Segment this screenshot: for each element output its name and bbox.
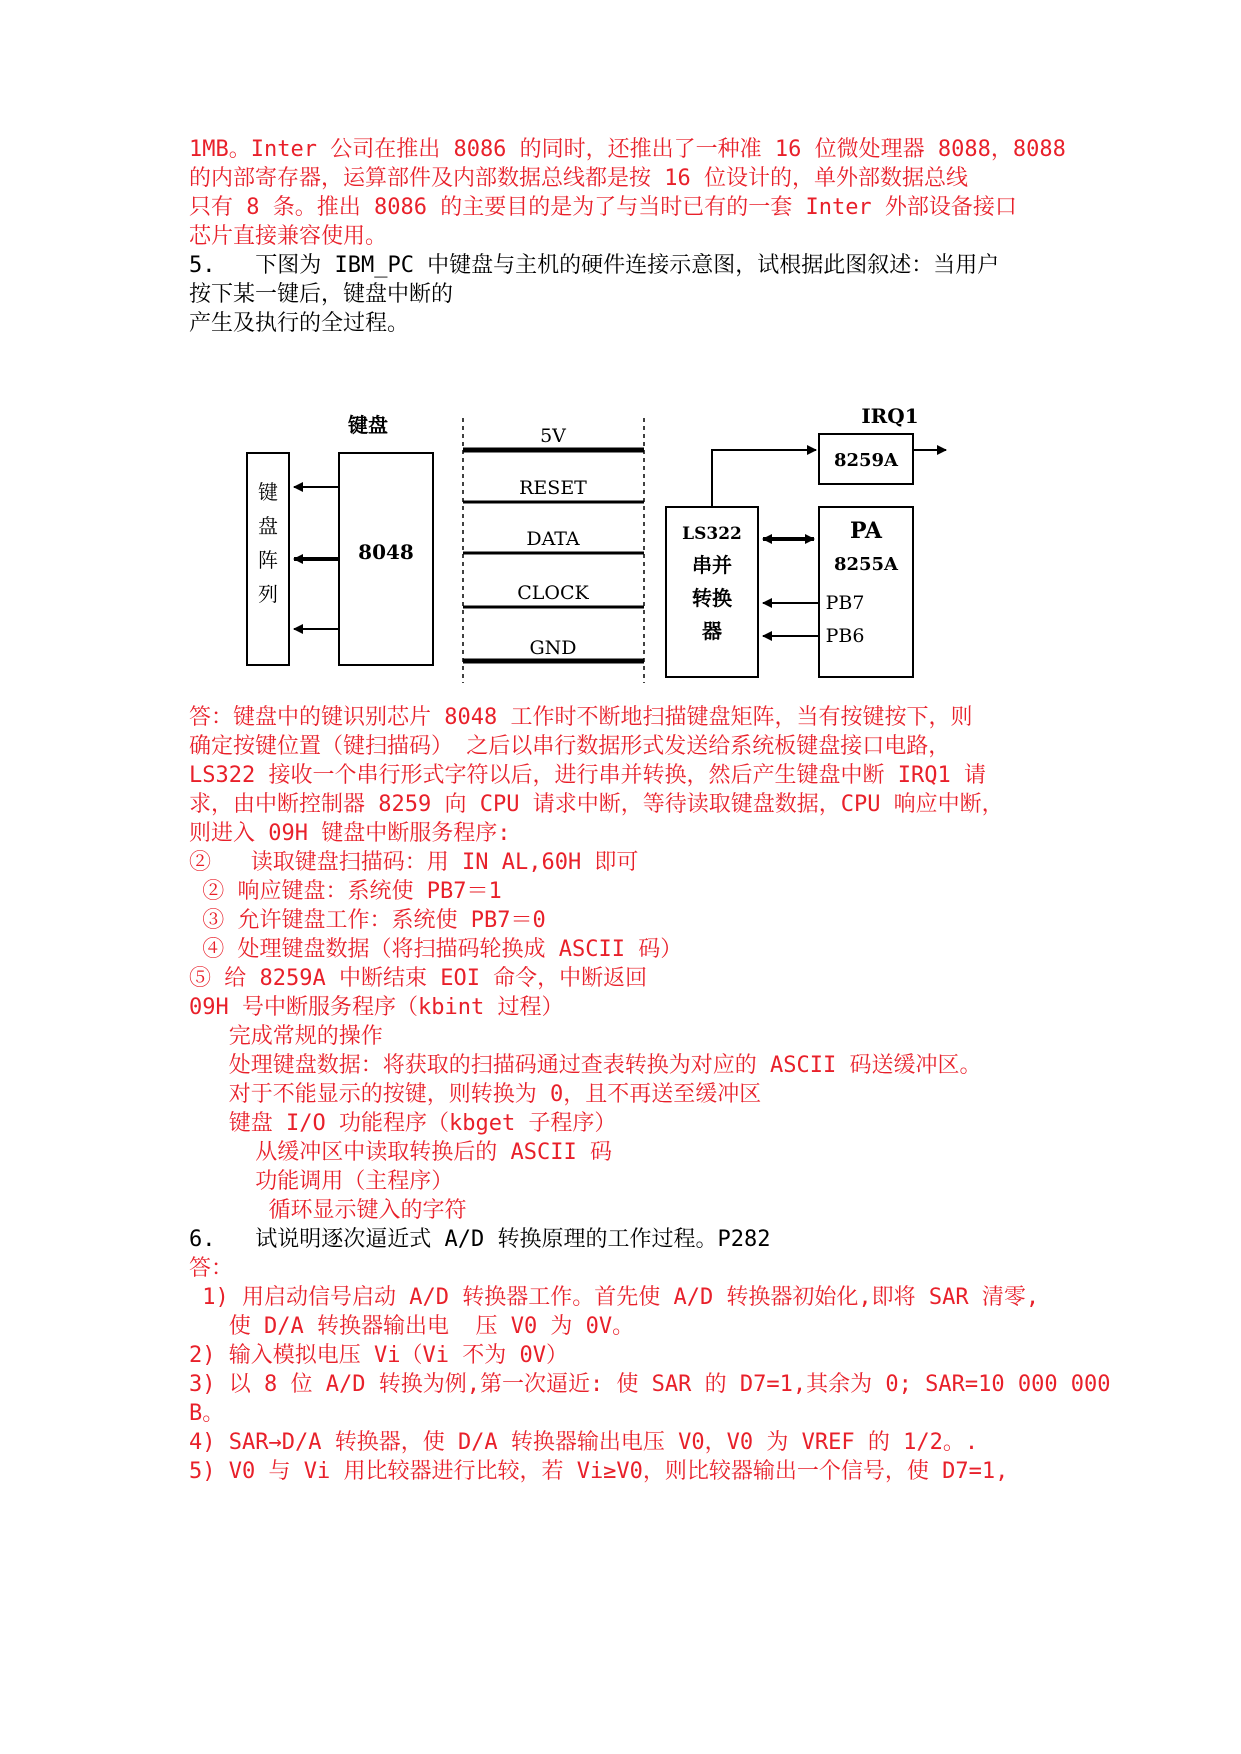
text-line: ④ 处理键盘数据（将扫描码轮换成 ASCII 码） [189,937,683,962]
bus-clock [463,582,644,607]
text-line: 键盘 I/O 功能程序（kbget 子程序） [189,1111,617,1136]
text-line: 对于不能显示的按键，则转换为 0，且不再送至缓冲区 [189,1082,762,1107]
svg-text:CLOCK: CLOCK [517,582,589,604]
keyboard-connection-diagram [230,398,950,688]
text-line: 答： [189,1256,234,1281]
bus-reset [463,477,644,502]
text-line: 的内部寄存器，运算部件及内部数据总线都是按 16 位设计的，单外部数据总线 [189,166,968,191]
text-line: 1) 用启动信号启动 A/D 转换器工作。首先使 A/D 转换器初始化,即将 SAR 清零, [189,1285,1040,1310]
ppi-pa-label: PA [849,518,883,544]
text-line: ③ 允许键盘工作：系统使 PB7＝0 [189,908,546,933]
text-line: 5. 下图为 IBM_PC 中键盘与主机的硬件连接示意图，试根据此图叙述：当用户 [189,253,1000,278]
svg-text:DATA: DATA [526,528,580,550]
converter-label-line: 串并 [692,553,732,577]
pb6-label: PB6 [825,625,865,647]
keyboard-title: 键盘 [348,413,388,437]
text-line: 功能调用（主程序） [189,1169,454,1194]
text-line: ⑤ 给 8259A 中断结束 EOI 命令，中断返回 [189,966,648,991]
svg-text:5V: 5V [540,425,566,447]
text-line: LS322 接收一个串行形式字符以后，进行串并转换，然后产生键盘中断 IRQ1 请 [189,763,986,788]
text-line: 答：键盘中的键识别芯片 8048 工作时不断地扫描键盘矩阵，当有按键按下，则 [189,705,973,730]
text-line: 5) V0 与 Vi 用比较器进行比较，若 Vi≥V0，则比较器输出一个信号，使 D7=1, [189,1459,1009,1484]
text-line: 确定按键位置（键扫描码） 之后以串行数据形式发送给系统板键盘接口电路， [189,734,951,759]
ppi-8255a-label: 8255A [833,554,899,575]
svg-text:RESET: RESET [519,477,587,499]
text-line: B。 [189,1401,225,1426]
text-line: 6. 试说明逐次逼近式 A/D 转换原理的工作过程。P282 [189,1227,771,1252]
text-line: 2) 输入模拟电压 Vi（Vi 不为 0V） [189,1343,568,1368]
key-matrix-char: 键 [258,480,278,504]
ls322-to-8259a-arrow [712,450,816,507]
text-line: ② 读取键盘扫描码：用 IN AL,60H 即可 [189,850,639,875]
text-line: 产生及执行的全过程。 [189,311,410,336]
pb7-label: PB7 [825,592,865,614]
text-line: 处理键盘数据：将获取的扫描码通过查表转换为对应的 ASCII 码送缓冲区。 [189,1053,982,1078]
bus-5v [463,425,644,450]
text-line: 求，由中断控制器 8259 向 CPU 请求中断，等待读取键盘数据，CPU 响应中断， [189,792,1004,817]
key-matrix-char: 列 [258,582,278,606]
text-line: 09H 号中断服务程序（kbint 过程） [189,995,564,1020]
text-line: ② 响应键盘：系统使 PB7＝1 [189,879,502,904]
text-line: 循环显示键入的字符 [189,1198,467,1223]
pic-8259a-label: 8259A [833,450,899,471]
bus-data [463,528,644,553]
text-line: 1MB。Inter 公司在推出 8086 的同时，还推出了一种准 16 位微处理器 8088，8088 [189,137,1066,162]
text-line: 芯片直接兼容使用。 [189,224,388,249]
key-matrix-char: 阵 [258,548,278,572]
text-line: 按下某一键后，键盘中断的 [189,282,454,307]
text-line: 从缓冲区中读取转换后的 ASCII 码 [189,1140,612,1165]
key-matrix-char: 盘 [258,514,278,538]
irq1-label: IRQ1 [861,404,919,428]
converter-label-line: 器 [702,619,722,643]
text-line: 则进入 09H 键盘中断服务程序: [189,821,511,846]
svg-text:GND: GND [529,637,577,659]
text-line: 4) SAR→D/A 转换器，使 D/A 转换器输出电压 V0，V0 为 VREF 的 1/2。. [189,1430,979,1455]
bus-gnd [463,637,644,661]
text-line: 3) 以 8 位 A/D 转换为例,第一次逼近: 使 SAR 的 D7=1,其余为 0; SAR=10 000 000 [189,1372,1111,1397]
text-line: 只有 8 条。推出 8086 的主要目的是为了与当时已有的一套 Inter 外部设备接口 [189,195,1017,220]
key-matrix-label [258,480,278,606]
converter-label-line: LS322 [682,524,742,544]
converter-label-line: 转换 [692,586,732,610]
ls322-converter-label [682,524,742,643]
text-line: 完成常规的操作 [189,1024,383,1049]
text-line: 使 D/A 转换器输出电 压 V0 为 0V。 [189,1314,635,1339]
chip-8048-label: 8048 [358,540,414,564]
